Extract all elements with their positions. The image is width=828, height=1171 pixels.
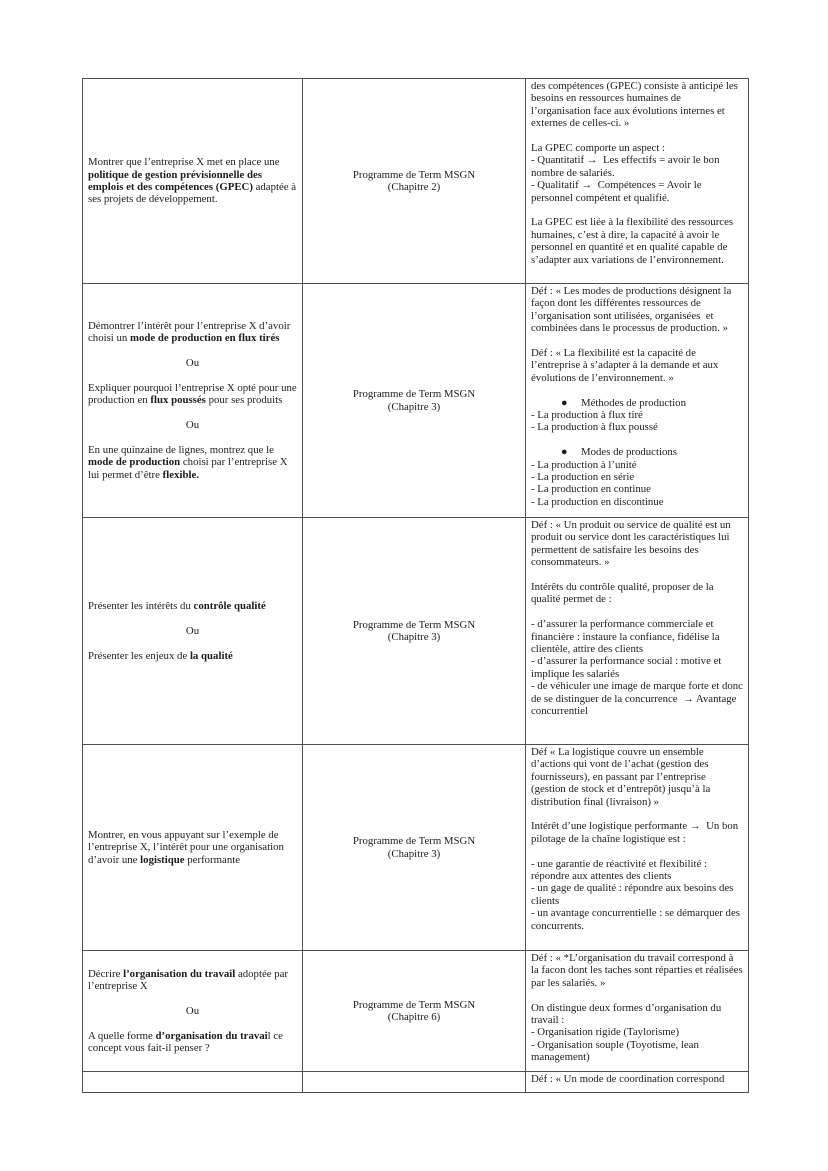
paragraph: Déf : « Un produit ou service de qualité est un produit ou service dont les caractéristiques lui permettent de satisfaire les besoins des consommateurs. » <box>531 519 734 569</box>
table-row <box>83 284 749 518</box>
paragraph: Montrer, en vous appuyant sur l’exemple de l’entreprise X, l’intérêt pour une organisation d’avoir une logistique performante <box>88 828 287 866</box>
paragraph: des compétences (GPEC) consiste à anticipé les besoins en ressources humaines de l’organisation face aux évolutions internes et externes de celles-ci. » <box>531 80 741 130</box>
paragraph: Déf : « La flexibilité est la capacité de l’entreprise à s’adapter à la demande et aux évolutions de l’environnement. » <box>531 347 722 384</box>
paragraph <box>88 407 297 419</box>
paragraph: - Organisation souple (Toyotisme, lean management) <box>531 1038 702 1064</box>
paragraph <box>88 612 297 624</box>
paragraph: (Chapitre 6) <box>387 1011 441 1023</box>
programme-cell <box>303 284 526 518</box>
paragraph: Programme de Term MSGN <box>352 618 476 631</box>
paragraph: Déf : « Les modes de productions désignent la façon dont les différentes ressources de l’organisation sont utilisées, organisées et combinées dans le processus de production. » <box>531 285 734 335</box>
paragraph: - La production à flux poussé <box>531 421 658 434</box>
question-cell <box>83 284 303 518</box>
paragraph: Décrire l’organisation du travail adoptée par l’entreprise X <box>88 967 291 992</box>
paragraph: - La production à l’unité <box>531 458 637 471</box>
paragraph <box>531 808 743 820</box>
paragraph <box>88 992 297 1004</box>
paragraph: - La production en discontinue <box>531 495 664 508</box>
paragraph: Présenter les intérêts du contrôle qualité <box>88 600 266 612</box>
answer-cell <box>526 79 749 284</box>
paragraph: - une garantie de réactivité et flexibilité : répondre aux attentes des clients <box>531 857 710 883</box>
paragraph: Programme de Term MSGN <box>352 168 476 181</box>
paragraph: Montrer que l’entreprise X met en place une politique de gestion prévisionnelle des emplois et des compétences (GPEC) adaptée à ses projets de développement. <box>88 156 299 206</box>
paragraph: - Quantitatif → Les effectifs = avoir le bon nombre de salariés. <box>531 154 723 179</box>
paragraph: - un avantage concurrentielle : se démarquer des concurrents. <box>531 907 743 932</box>
paragraph: Ou <box>185 1004 200 1017</box>
paragraph <box>88 370 297 382</box>
paragraph <box>531 130 743 142</box>
paragraph <box>531 845 743 857</box>
programme-cell <box>303 951 526 1072</box>
paragraph: - d’assurer la performance commerciale et financière : instaure la confiance, fidélise la clientèle, attire des clients <box>531 618 723 656</box>
paragraph: (Chapitre 3) <box>387 400 441 413</box>
paragraph: - un gage de qualité : répondre aux besoins des clients <box>531 882 737 907</box>
paragraph: - de véhiculer une image de marque forte et donc de se distinguer de la concurrence → Avantage concurrentiel <box>531 680 746 718</box>
answer-cell <box>526 951 749 1072</box>
paragraph: - d’assurer la performance social : motive et implique les salariés <box>531 655 725 680</box>
paragraph <box>88 432 297 444</box>
programme-cell <box>303 745 526 951</box>
table-row <box>83 951 749 1072</box>
paragraph: - La production à flux tiré <box>531 409 643 422</box>
paragraph <box>531 204 743 216</box>
question-cell <box>83 745 303 951</box>
paragraph <box>88 345 297 357</box>
paragraph: Ou <box>185 624 200 637</box>
programme-cell-empty <box>303 1072 526 1093</box>
paragraph: Intérêts du contrôle qualité, proposer de la qualité permet de : <box>531 581 717 606</box>
paragraph <box>531 606 743 618</box>
paragraph <box>531 335 743 347</box>
paragraph: En une quinzaine de lignes, montrez que le mode de production choisi par l’entreprise X lui permet d’être flexible. <box>88 443 291 481</box>
paragraph: Déf : « Un mode de coordination correspond <box>531 1073 725 1085</box>
paragraph: Expliquer pourquoi l’entreprise X opté pour une production en flux poussés pour ses produits <box>88 381 300 407</box>
paragraph: (Chapitre 2) <box>387 181 441 193</box>
paragraph <box>531 569 743 581</box>
paragraph <box>88 1017 297 1029</box>
table-row <box>83 79 749 284</box>
revision-table <box>82 78 749 1093</box>
paragraph: ● Modes de productions <box>561 446 677 459</box>
paragraph: ● Méthodes de production <box>561 396 686 409</box>
paragraph: - Qualitatif → Compétences = Avoir le personnel compétent et qualifié. <box>531 179 705 204</box>
paragraph: - La production en continue <box>531 483 651 496</box>
paragraph: Programme de Term MSGN <box>352 998 476 1011</box>
paragraph: Présenter les enjeux de la qualité <box>88 649 233 662</box>
paragraph: Démontrer l’intérêt pour l’entreprise X d’avoir choisi un mode de production en flux tirés <box>88 319 294 345</box>
paragraph <box>88 637 297 649</box>
paragraph <box>531 989 743 1001</box>
paragraph: Déf : « *L’organisation du travail correspond à la facon dont les taches sont réparties et réalisées par les salariés. » <box>531 952 746 989</box>
paragraph: - Organisation rigide (Taylorisme) <box>531 1026 680 1039</box>
paragraph: - La production en série <box>531 471 635 484</box>
programme-cell <box>303 79 526 284</box>
answer-cell <box>526 1072 749 1093</box>
programme-cell <box>303 518 526 745</box>
table-row <box>83 518 749 745</box>
answer-cell <box>526 745 749 951</box>
table-row <box>83 745 749 951</box>
paragraph: Programme de Term MSGN <box>352 388 476 401</box>
table-row <box>83 1072 749 1093</box>
answer-cell <box>526 518 749 745</box>
paragraph <box>531 434 743 446</box>
paragraph: A quelle forme d’organisation du travail ce concept vous fait-il penser ? <box>88 1029 286 1054</box>
paragraph: Ou <box>185 419 200 432</box>
answer-cell <box>526 284 749 518</box>
paragraph: Programme de Term MSGN <box>352 835 476 848</box>
question-cell <box>83 518 303 745</box>
paragraph: (Chapitre 3) <box>387 847 441 860</box>
paragraph: (Chapitre 3) <box>387 631 441 643</box>
paragraph: Ou <box>185 357 200 370</box>
paragraph: La GPEC comporte un aspect : <box>531 142 666 155</box>
paragraph: Intérêt d’une logistique performante → Un bon pilotage de la chaîne logistique est : <box>531 820 741 845</box>
question-cell <box>83 951 303 1072</box>
paragraph <box>531 384 743 396</box>
paragraph: On distingue deux formes d’organisation du travail : <box>531 1001 724 1027</box>
question-cell-empty <box>83 1072 303 1093</box>
paragraph: Déf « La logistique couvre un ensemble d’actions qui vont de l’achat (gestion des fournisseurs), en passant par l’entreprise (gestion de stock et d’entrepôt) jusqu’à la distribution final (livraison) » <box>531 746 713 808</box>
paragraph: La GPEC est liée à la flexibilité des ressources humaines, c’est à dire, la capacité à avoir le personnel en quantité et en qualité capable de s’adapter aux variations de l’environnement. <box>531 216 736 266</box>
question-cell <box>83 79 303 284</box>
